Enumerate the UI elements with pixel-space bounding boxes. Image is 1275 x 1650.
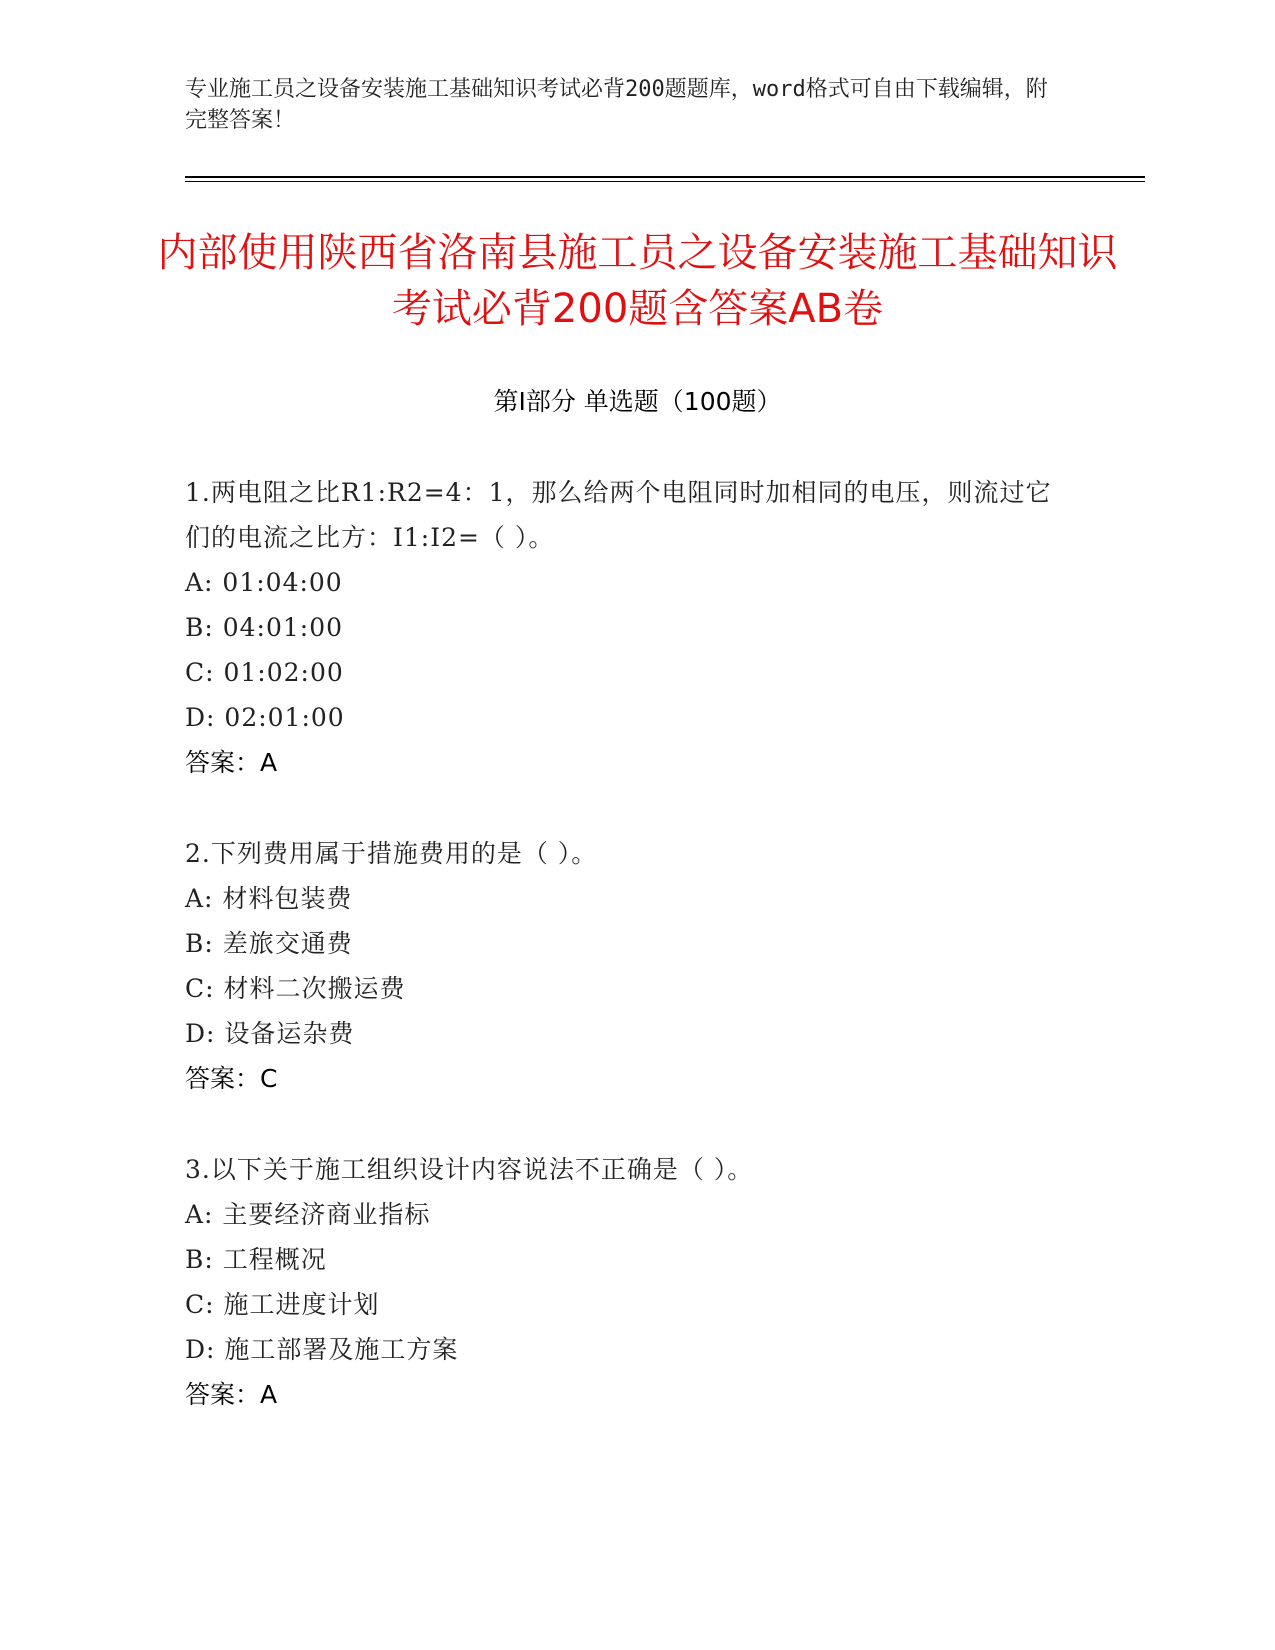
option-a: A: 主要经济商业指标 [185,1200,431,1229]
option-b: B: 04:01:00 [185,613,344,642]
option-d: D: 设备运杂费 [185,1019,355,1048]
question-stem: 3.以下关于施工组织设计内容说法不正确是（ ）。 [185,1155,754,1184]
option-a: A: 01:04:00 [185,568,343,597]
question-list [185,470,1065,1463]
option-c: C: 01:02:00 [185,658,344,687]
question-1 [185,470,1065,785]
section-heading: 第Ⅰ部分 单选题（100题） [493,387,782,416]
option-d: D: 施工部署及施工方案 [185,1335,459,1364]
answer-line: 答案：C [185,1064,278,1093]
header-divider-thick [185,176,1145,178]
question-stem: 1.两电阻之比R1:R2=4：1，那么给两个电阻同时加相同的电压，则流过它们的电流之比方：I1:I2=（ ）。 [185,478,1052,552]
option-b: B: 工程概况 [185,1245,327,1274]
option-c: C: 施工进度计划 [185,1290,380,1319]
answer-line: 答案：A [185,748,278,777]
option-d: D: 02:01:00 [185,703,345,732]
header-note: 专业施工员之设备安装施工基础知识考试必背200题题库，word格式可自由下载编辑，附完整答案！ [185,77,1048,133]
answer-line: 答案：A [185,1380,278,1409]
option-c: C: 材料二次搬运费 [185,974,406,1003]
document-title: 内部使用陕西省洛南县施工员之设备安装施工基础知识考试必背200题含答案AB卷 [157,230,1118,332]
header-divider-thin [185,181,1145,182]
question-2 [185,831,1065,1101]
question-3 [185,1147,1065,1417]
option-a: A: 材料包装费 [185,884,353,913]
question-stem: 2.下列费用属于措施费用的是（ ）。 [185,839,598,868]
option-b: B: 差旅交通费 [185,929,353,958]
